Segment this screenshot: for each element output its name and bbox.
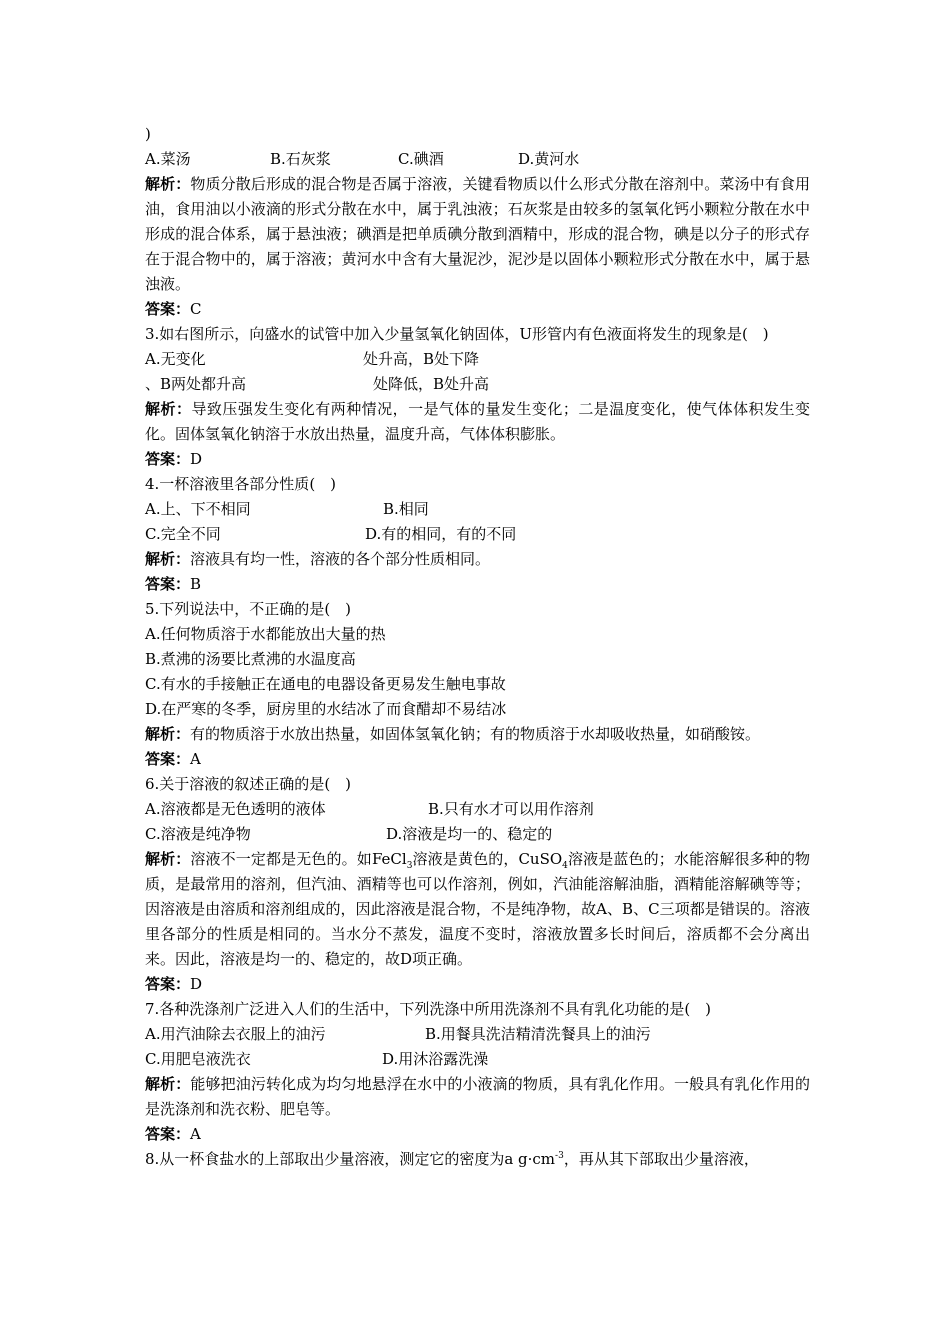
q5-analysis (145, 722, 810, 747)
q4-option-d: D.有的相同，有的不同 (365, 525, 517, 543)
q4-answer-label: 答案： (145, 575, 191, 593)
q3-options-row2 (145, 372, 810, 397)
q6-option-a: A.溶液都是无色透明的液体 (145, 800, 326, 818)
q8-stem (145, 1147, 810, 1172)
q8-superscript: -3 (555, 1151, 564, 1161)
q6-subscript-4: 4 (562, 861, 568, 871)
q5-analysis-text: 有的物质溶于水放出热量，如固体氢氧化钠；有的物质溶于水却吸收热量，如硝酸铵。 (190, 725, 761, 743)
q5-answer-value: A (190, 750, 201, 768)
q5-answer-label: 答案： (145, 750, 191, 768)
q5-answer (145, 747, 810, 772)
q3-stem: 3.如右图所示，向盛水的试管中加入少量氢氧化钠固体，U形管内有色液面将发生的现象是( ) (145, 325, 769, 343)
q7-option-d: D.用沐浴露洗澡 (382, 1050, 489, 1068)
q6-analysis (145, 847, 810, 972)
q7-analysis-label: 解析： (145, 1075, 191, 1093)
q4-analysis (145, 547, 810, 572)
q3-option-a: A.无变化 (145, 350, 206, 368)
q2-answer (145, 297, 810, 322)
q6-option-b: B.只有水才可以用作溶剂 (428, 800, 594, 818)
q7-options-row1 (145, 1022, 810, 1047)
q3-option-c: 、B两处都升高 (145, 375, 247, 393)
q4-option-c: C.完全不同 (145, 525, 221, 543)
q6-analysis-text-2: 溶液是黄色的，CuSO (412, 850, 563, 868)
q2-option-a: A.菜汤 (145, 150, 191, 168)
q2-option-b: B.石灰浆 (270, 150, 331, 168)
q5-analysis-label: 解析： (145, 725, 191, 743)
q4-option-b: B.相同 (383, 500, 429, 518)
q3-analysis-label: 解析： (145, 400, 192, 418)
q7-options-row2 (145, 1047, 810, 1072)
q2-analysis-text: 物质分散后形成的混合物是否属于溶液，关键看物质以什么形式分散在溶剂中。菜汤中有食用油，食用油以小液滴的形式分散在水中，属于乳浊液；石灰浆是由较多的氢氧化钙小颗粒分散在水中形成的混合体系，属于悬浊液；碘酒是把单质碘分散到酒精中，形成的混合物，碘是以分子的形式存在于混合物中的，属于溶液；黄河水中含有大量泥沙，泥沙是以固体小颗粒形式分散在水中，属于悬浊液。 (145, 175, 810, 293)
q3-analysis (145, 397, 810, 447)
q4-options-row1 (145, 497, 810, 522)
q4-option-a: A.上、下不相同 (145, 500, 251, 518)
q5-stem: 5.下列说法中，不正确的是( ) (145, 600, 352, 618)
q3-answer (145, 447, 810, 472)
q6-answer-value: D (190, 975, 203, 993)
q8-stem-text-2: ，再从其下部取出少量溶液， (563, 1150, 759, 1168)
q4-stem: 4.一杯溶液里各部分性质( ) (145, 475, 337, 493)
q6-analysis-text-1: 溶液不一定都是无色的。如FeCl (190, 850, 407, 868)
q4-options-row2 (145, 522, 810, 547)
q4-answer (145, 572, 810, 597)
q7-answer (145, 1122, 810, 1147)
q2-analysis (145, 172, 810, 297)
q8-stem-text-1: 8.从一杯食盐水的上部取出少量溶液，测定它的密度为a g·cm (145, 1150, 556, 1168)
q5-option-d: D.在严寒的冬季，厨房里的水结冰了而食醋却不易结冰 (145, 700, 507, 718)
q7-analysis-text: 能够把油污转化成为均匀地悬浮在水中的小液滴的物质，具有乳化作用。一般具有乳化作用的是洗涤剂和洗衣粉、肥皂等。 (145, 1075, 810, 1118)
q5-option-c: C.有水的手接触正在通电的电器设备更易发生触电事故 (145, 675, 506, 693)
q6-options-row2 (145, 822, 810, 847)
q6-option-d: D.溶液是均一的、稳定的 (386, 825, 553, 843)
q6-answer (145, 972, 810, 997)
document-page (145, 122, 810, 1172)
q7-analysis (145, 1072, 810, 1122)
q4-analysis-text: 溶液具有均一性，溶液的各个部分性质相同。 (190, 550, 491, 568)
q6-answer-label: 答案： (145, 975, 191, 993)
q2-answer-value: C (190, 300, 202, 318)
q3-answer-label: 答案： (145, 450, 191, 468)
q2-option-c: C.碘酒 (398, 150, 444, 168)
q7-answer-value: A (190, 1125, 201, 1143)
q7-option-c: C.用肥皂液洗衣 (145, 1050, 251, 1068)
q6-stem: 6.关于溶液的叙述正确的是( ) (145, 775, 352, 793)
q2-analysis-label: 解析： (145, 175, 191, 193)
q3-answer-value: D (190, 450, 203, 468)
q3-option-b: 处升高，B处下降 (363, 350, 480, 368)
q3-analysis-text: 导致压强发生变化有两种情况，一是气体的量发生变化；二是温度变化，使气体体积发生变化。固体氢氧化钠溶于水放出热量，温度升高，气体体积膨胀。 (145, 400, 810, 443)
q6-subscript-3: 3 (406, 861, 413, 871)
q6-analysis-label: 解析： (145, 850, 191, 868)
q7-option-b: B.用餐具洗洁精清洗餐具上的油污 (425, 1025, 651, 1043)
q6-option-c: C.溶液是纯净物 (145, 825, 251, 843)
q3-option-d: 处降低，B处升高 (373, 375, 490, 393)
q2-tail: ) (145, 125, 151, 143)
q5-option-b: B.煮沸的汤要比煮沸的水温度高 (145, 650, 356, 668)
q7-answer-label: 答案： (145, 1125, 191, 1143)
q6-options-row1 (145, 797, 810, 822)
q7-option-a: A.用汽油除去衣服上的油污 (145, 1025, 326, 1043)
q2-option-d: D.黄河水 (518, 150, 580, 168)
q2-options (145, 147, 810, 172)
q6-analysis-text-3: 溶液是蓝色的；水能溶解很多种的物质，是最常用的溶剂，但汽油、酒精等也可以作溶剂，例如，汽油能溶解油脂，酒精能溶解碘等等；因溶液是由溶质和溶剂组成的，因此溶液是混合物，不是纯净物，故A、B、C三项都是错误的。溶液里各部分的性质是相同的。当水分不蒸发，温度不变时，溶液放置多长时间后，溶质都不会分离出来。因此，溶液是均一的、稳定的，故D项正确。 (145, 850, 810, 968)
q4-answer-value: B (190, 575, 202, 593)
q7-stem: 7.各种洗涤剂广泛进入人们的生活中，下列洗涤中所用洗涤剂不具有乳化功能的是( ) (145, 1000, 712, 1018)
q5-option-a: A.任何物质溶于水都能放出大量的热 (145, 625, 386, 643)
q2-answer-label: 答案： (145, 300, 191, 318)
q3-options-row1 (145, 347, 810, 372)
q4-analysis-label: 解析： (145, 550, 191, 568)
